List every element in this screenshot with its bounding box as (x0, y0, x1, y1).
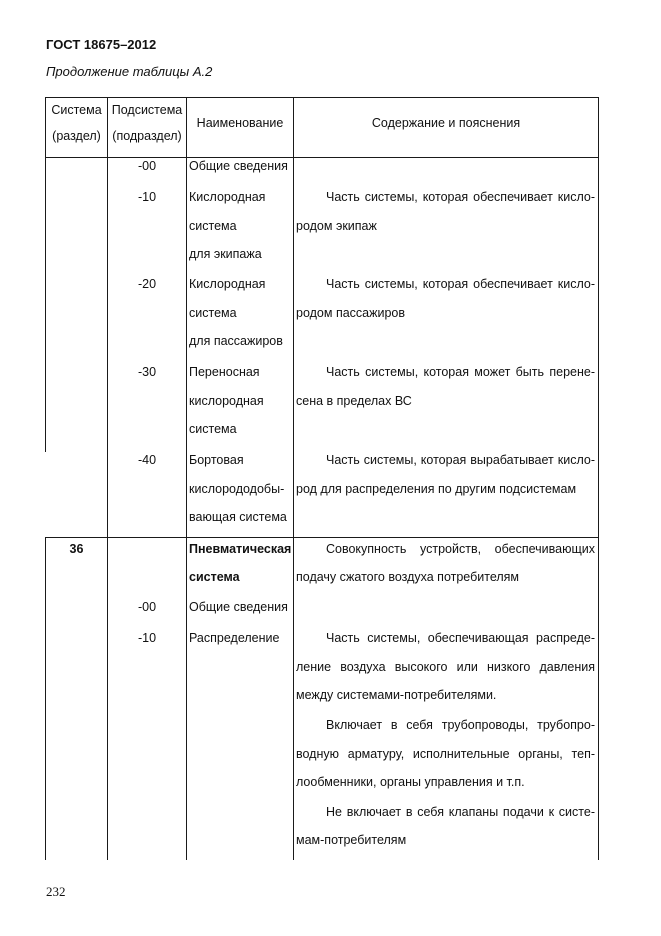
column-header-subsystem: Подсистема (111, 103, 183, 117)
column-header-system: Система (51, 103, 102, 117)
system-name: Пневматическая (189, 542, 292, 556)
subsystem-description: Часть системы, обеспечивающая распреде- (326, 631, 595, 645)
subsystem-name: кислородная (189, 394, 264, 408)
subsystem-name: для экипажа (189, 247, 262, 261)
subsystem-name: Бортовая (189, 453, 244, 467)
subsystem-name: Распределение (189, 631, 280, 645)
subsystem-name: Кислородная (189, 190, 266, 204)
subsystem-code: -00 (137, 600, 157, 614)
subsystem-name: для пассажиров (189, 334, 283, 348)
subsystem-description: водную арматуру, исполнительные органы, теп- (296, 747, 595, 761)
subsystem-name: Общие сведения (189, 159, 288, 173)
subsystem-code: -20 (137, 277, 157, 291)
table-continuation-caption: Продолжение таблицы А.2 (46, 64, 213, 79)
subsystem-code: -10 (137, 631, 157, 645)
subsystem-name: система (189, 422, 237, 436)
subsystem-description: ление воздуха высокого или низкого давления (296, 660, 595, 674)
subsystem-description: Часть системы, которая может быть перене- (326, 365, 595, 379)
subsystem-name: Переносная (189, 365, 260, 379)
column-header-content: Содержание и пояснения (371, 116, 521, 130)
table-right-border (598, 97, 599, 860)
subsystem-name: система (189, 306, 237, 320)
subsystem-description: сена в пределах ВС (296, 394, 412, 408)
page-number: 232 (46, 884, 66, 899)
subsystem-description: родом пассажиров (296, 306, 406, 320)
system-code: 36 (69, 542, 84, 556)
subsystem-name: система (189, 219, 237, 233)
subsystem-description: лообменники, органы управления и т.п. (296, 775, 525, 789)
column-header-subsystem-note: (подраздел) (112, 129, 182, 143)
column-header-system-note: (раздел) (52, 129, 101, 143)
column-divider-name (293, 97, 294, 860)
column-header-name: Наименование (196, 116, 284, 130)
system-name: система (189, 570, 240, 584)
subsystem-name: Кислородная (189, 277, 266, 291)
column-divider-subsystem (186, 97, 187, 860)
subsystem-name: кислорододобы- (189, 482, 285, 496)
subsystem-description: Включает в себя трубопроводы, трубопро- (326, 718, 595, 732)
subsystem-description: Часть системы, которая обеспечивает кисло- (326, 190, 595, 204)
document-standard-number: ГОСТ 18675–2012 (46, 37, 157, 52)
subsystem-code: -00 (137, 159, 157, 173)
subsystem-description: род для распределения по другим подсистемам (296, 482, 577, 496)
column-divider-system (107, 97, 108, 860)
subsystem-description: родом экипаж (296, 219, 377, 233)
subsystem-name: Общие сведения (189, 600, 288, 614)
table-section-divider (45, 537, 598, 538)
subsystem-code: -30 (137, 365, 157, 379)
subsystem-description: между системами-потребителями. (296, 688, 497, 702)
system-description: подачу сжатого воздуха потребителям (296, 570, 520, 584)
subsystem-code: -10 (137, 190, 157, 204)
table-left-border (45, 97, 46, 452)
subsystem-name: вающая система (189, 510, 287, 524)
system-description: Совокупность устройств, обеспечивающих (326, 542, 595, 556)
subsystem-description: Часть системы, которая вырабатывает кисло- (326, 453, 595, 467)
subsystem-description: Не включает в себя клапаны подачи к систе- (326, 805, 595, 819)
table-left-border-lower (45, 537, 46, 860)
table-top-border (45, 97, 598, 98)
subsystem-description: мам-потребителям (296, 833, 407, 847)
subsystem-code: -40 (137, 453, 157, 467)
subsystem-description: Часть системы, которая обеспечивает кисло- (326, 277, 595, 291)
